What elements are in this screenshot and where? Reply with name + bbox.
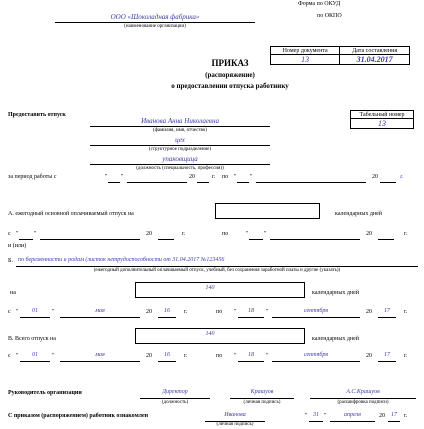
period-label: за период работы с [8,174,57,180]
section-b-days-value: 140 [205,285,215,291]
section-b-days-label: календарных дней [312,290,360,296]
tab-number-value: 13 [351,119,414,129]
section-b-from-month: мая [95,308,105,314]
org-name: ООО «Шоколадная фабрика» [110,13,200,21]
section-v-days-label: календарных дней [312,336,360,342]
title-subtitle: (распоряжение) [205,71,255,79]
section-b-to-day: 18 [248,308,254,314]
section-a-days-label: календарных дней [335,211,383,217]
doc-number-value: 13 [271,55,340,65]
section-v-to-day: 18 [248,352,254,358]
doc-number-header: Номер документа [271,47,340,55]
tab-number-table [350,110,414,129]
section-v-label: В. Всего отпуск на [8,336,56,342]
ack-month: апреля [344,412,361,418]
section-v-to-year: 17 [384,352,390,358]
and-or-label: и (или) [8,243,27,249]
section-a-label: А. ежегодный основной оплачиваемый отпуск на [8,211,134,217]
head-position: Директор [162,389,188,395]
section-v-from-month: мая [95,352,105,358]
ack-day: 31 [313,412,319,418]
org-caption: (наименование организации) [124,24,186,29]
title-description: о предоставлении отпуска работнику [171,82,289,90]
department-caption: (структурное подразделение) [148,147,212,152]
section-b-text: по беременности и родам (листок нетрудоспособности от 31.04.2017 №123456 [18,257,225,263]
employee-name: Иванова Анна Николаевна [141,117,219,125]
position-caption: (должность (специальность, профессия)) [136,166,224,171]
section-v-from-year: 16 [164,352,170,358]
doc-date-value: 31.04.2017 [340,55,410,65]
okud-form-label: Форма по ОКУД [298,1,341,7]
position-value: упаковщица [162,155,198,163]
section-b-to-month: сентября [303,308,329,314]
page-title: ПРИКАЗ [211,58,249,68]
section-a-days-box [215,203,320,219]
ack-year: 17 [391,412,397,418]
section-b-to-year: 17 [384,308,390,314]
section-v-days-value: 140 [205,331,215,337]
doc-date-header: Дата составления [340,47,410,55]
department-value: цех [175,136,185,144]
fio-caption: (фамилия, имя, отчество) [153,128,207,133]
section-b-from-day: 01 [32,308,38,314]
section-v-from-day: 01 [32,352,38,358]
section-v-to-month: сентября [303,352,329,358]
head-decoding: А.С.Крашуов [346,389,380,395]
grant-label: Предоставить отпуск [8,112,66,118]
section-b-from-year: 16 [164,308,170,314]
doc-number-table [270,46,410,65]
okpo-label: по ОКПО [317,13,342,19]
tab-number-header: Табельный номер [351,111,414,119]
ack-label: С приказом (распоряжением) работник ознакомлен [8,413,149,419]
head-signature: Крашуов [250,389,274,395]
ack-signature: Иванова [224,412,246,418]
section-b-caption: (ежегодный дополнительный оплачиваемый отпуск, учебный, без сохранения заработной платы и другие (указать)) [93,268,341,273]
head-label: Руководитель организации [8,390,82,396]
